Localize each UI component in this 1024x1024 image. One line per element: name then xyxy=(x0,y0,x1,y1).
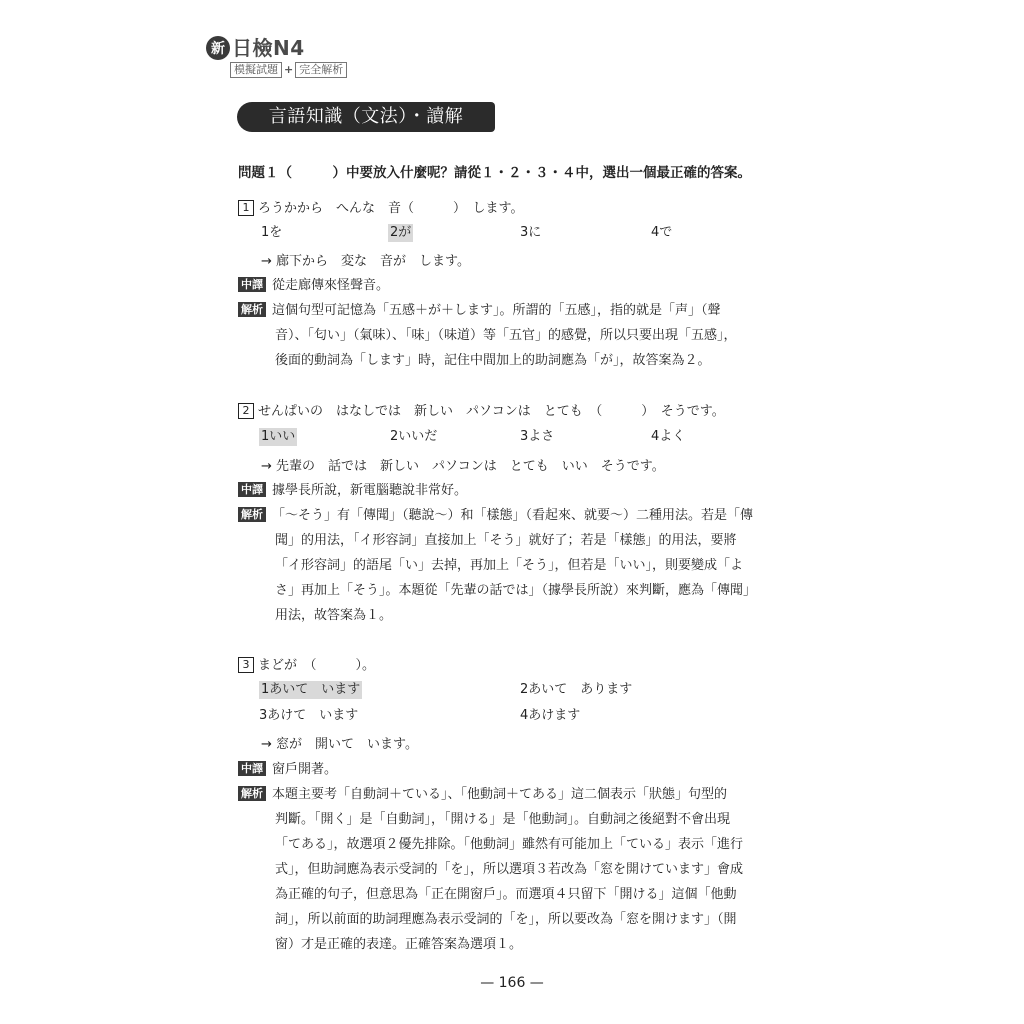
question-3 xyxy=(238,657,375,675)
explanation-line: さ」再加上「そう」。本題從「先輩の話では」（據學長所說）來判斷，應為「傳聞」 xyxy=(275,583,757,598)
explanation-line: 式」，但助詞應為表示受詞的「を」，所以選項３若改為「窓を開けています」會成 xyxy=(275,862,744,877)
explanation-line: 聞」的用法，「イ形容詞」直接加上「そう」就好了；若是「樣態」的用法，要將 xyxy=(275,533,737,548)
explanation-line: 音）、「匂い」（氣味）、「味」（味道）等「五官」的感覺，所以只要出現「五感」， xyxy=(275,328,737,343)
section-title: 言語知識（文法）・讀解 xyxy=(237,102,495,132)
translation-tag: 中譯 xyxy=(238,277,266,292)
option-2: 2あいて あります xyxy=(520,682,633,697)
option-1-correct: 1いい xyxy=(261,429,296,444)
explanation-line: 解析 本題主要考「自動詞＋ている」、「他動詞＋てある」這二個表示「狀態」句型的 xyxy=(238,782,793,807)
translation-3 xyxy=(238,761,337,779)
explanation-line: 詞」，所以前面的助詞理應為表示受詞的「を」，所以要改為「窓を開けます」（開 xyxy=(275,912,737,927)
question-text: ろうかから へんな 音（ ） します。 xyxy=(258,201,524,216)
explanation-1 xyxy=(238,298,793,373)
translation-text: 據學長所說，新電腦聽說非常好。 xyxy=(272,483,468,498)
logo-subtitle xyxy=(230,62,347,78)
question-text: せんぱいの はなしでは 新しい パソコンは とても （ ） そうです。 xyxy=(258,404,725,419)
explanation-line: 窗）才是正確的表達。正確答案為選項１。 xyxy=(275,937,523,952)
option-1-correct: 1あいて います xyxy=(261,682,361,697)
question-1 xyxy=(238,200,523,218)
logo-sub-plus: + xyxy=(284,63,294,76)
option-2-correct: 2が xyxy=(390,225,412,240)
translation-1 xyxy=(238,277,389,295)
explanation-tag: 解析 xyxy=(238,507,266,522)
explanation-tag: 解析 xyxy=(238,786,266,801)
explanation-line: 後面的動詞為「します」時，記住中間加上的助詞應為「が」，故答案為２。 xyxy=(275,353,711,368)
explanation-line: 為正確的句子，但意思為「正在開窗戶」。而選項４只留下「開ける」這個「他動 xyxy=(275,887,737,902)
translation-text: 窗戶開著。 xyxy=(272,762,338,777)
answer-sentence: → 窓が 開いて います。 xyxy=(261,737,418,752)
option-3: 3あけて います xyxy=(259,708,359,723)
option-3: 3に xyxy=(520,225,542,240)
option-2: 2いいだ xyxy=(390,429,438,444)
question-number: 1 xyxy=(238,200,254,216)
question-number: 3 xyxy=(238,657,254,673)
explanation-line: 用法，故答案為１。 xyxy=(275,608,393,623)
option-3: 3よさ xyxy=(520,429,555,444)
explanation-3 xyxy=(238,782,793,957)
explanation-line: 「イ形容詞」的語尾「い」去掉，再加上「そう」，但若是「いい」，則要變成「よ xyxy=(275,558,744,573)
translation-tag: 中譯 xyxy=(238,482,266,497)
option-1: 1を xyxy=(261,225,283,240)
question-2 xyxy=(238,403,725,421)
answer-sentence: → 先輩の 話では 新しい パソコンは とても いい そうです。 xyxy=(261,459,665,474)
explanation-line: 判斷。「開く」是「自動詞」，「開ける」是「他動詞」。自動詞之後絕對不會出現 xyxy=(275,812,731,827)
explanation-line: 解析 這個句型可記憶為「五感＋が＋します」。所謂的「五感」，指的就是「声」（聲 xyxy=(238,298,793,323)
option-4: 4あけます xyxy=(520,708,581,723)
logo-badge: 新 xyxy=(206,36,230,60)
logo-sub-right: 完全解析 xyxy=(295,62,347,78)
option-4: 4よく xyxy=(651,429,686,444)
question-number: 2 xyxy=(238,403,254,419)
explanation-tag: 解析 xyxy=(238,302,266,317)
page-number: — 166 — xyxy=(480,975,544,991)
question-text: まどが （ ）。 xyxy=(258,658,376,673)
translation-tag: 中譯 xyxy=(238,761,266,776)
answer-sentence: → 廊下から 変な 音が します。 xyxy=(261,254,470,269)
logo-title: 日檢N4 xyxy=(232,36,305,60)
question-instruction: 問題１（ ）中要放入什麼呢？請從１・２・３・４中，選出一個最正確的答案。 xyxy=(238,165,751,181)
logo-sub-left: 模擬試題 xyxy=(230,62,282,78)
translation-2 xyxy=(238,482,467,500)
book-logo xyxy=(206,36,366,80)
explanation-line: 解析 「～そう」有「傳聞」（聽說～）和「樣態」（看起來、就要～）二種用法。若是「傳 xyxy=(238,503,793,528)
explanation-line: 「てある」，故選項２優先排除。「他動詞」雖然有可能加上「ている」表示「進行 xyxy=(275,837,744,852)
option-4: 4で xyxy=(651,225,673,240)
translation-text: 從走廊傳來怪聲音。 xyxy=(272,278,390,293)
explanation-2 xyxy=(238,503,793,628)
